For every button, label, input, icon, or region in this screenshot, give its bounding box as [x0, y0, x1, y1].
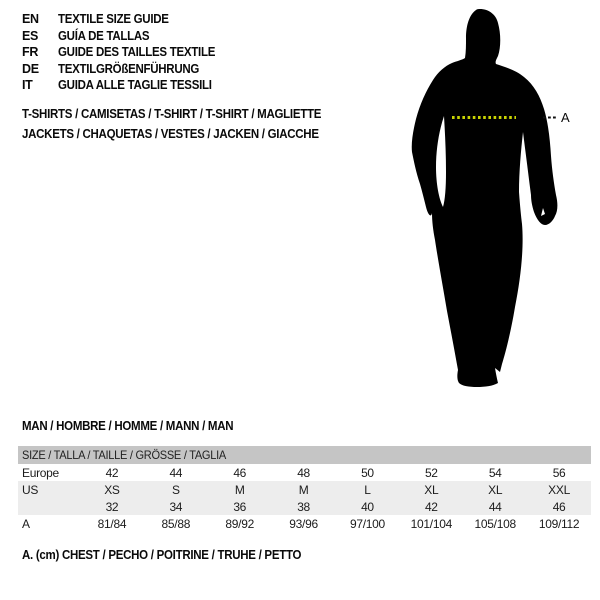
size-cell: 34	[169, 499, 183, 514]
size-cell: 50	[361, 465, 374, 480]
language-label: TEXTILGRÖßENFÜHRUNG	[58, 61, 200, 76]
language-label: GUIDA ALLE TAGLIE TESSILI	[58, 78, 212, 93]
size-cell: 46	[552, 499, 566, 514]
row-label: US	[22, 482, 39, 497]
size-cell: 32	[105, 499, 119, 514]
measure-label-a: A	[561, 110, 570, 125]
size-cell: M	[234, 482, 245, 497]
table-row-us-numeric	[18, 498, 591, 515]
size-cell: 44	[488, 499, 502, 514]
section-title-man: MAN / HOMBRE / HOMME / MANN / MAN	[22, 419, 234, 433]
language-label: GUÍA DE TALLAS	[58, 28, 150, 43]
size-cell: 44	[169, 465, 183, 480]
row-label	[18, 498, 80, 515]
language-row-de	[22, 61, 229, 78]
language-code: EN	[22, 12, 39, 26]
size-cell: XS	[104, 482, 120, 497]
size-cell: 101/104	[410, 516, 452, 531]
table-header: SIZE / TALLA / TAILLE / GRÖSSE / TAGLIA	[18, 446, 591, 464]
language-code: ES	[22, 28, 39, 43]
size-cell: 54	[488, 465, 502, 480]
table-header-row	[18, 446, 591, 464]
size-table	[18, 446, 591, 532]
language-row-en	[22, 11, 229, 28]
language-label: GUIDE DES TAILLES TEXTILE	[58, 45, 216, 60]
size-cell: 38	[297, 499, 310, 514]
size-cell: 105/108	[474, 516, 516, 531]
size-cell: 85/88	[161, 516, 191, 531]
language-code: IT	[22, 78, 33, 93]
size-cell: 56	[552, 465, 566, 480]
language-list	[22, 11, 229, 94]
size-cell: 52	[424, 465, 438, 480]
size-cell: L	[364, 482, 371, 497]
category-jackets: JACKETS / CHAQUETAS / VESTES / JACKEN / GIACCHE	[22, 127, 319, 141]
language-code: DE	[22, 61, 39, 76]
size-cell: 36	[233, 499, 247, 514]
size-cell: S	[171, 482, 180, 497]
table-row-europe	[18, 464, 591, 481]
size-cell: 93/96	[289, 516, 318, 531]
size-cell: 89/92	[225, 516, 254, 531]
man-silhouette	[412, 9, 558, 387]
size-cell: 48	[297, 465, 310, 480]
language-row-es	[22, 28, 229, 45]
footnote-chest: A. (cm) CHEST / PECHO / POITRINE / TRUHE / PETTO	[22, 548, 302, 562]
size-cell: 109/112	[538, 516, 580, 531]
garment-categories	[22, 104, 347, 144]
language-row-it	[22, 77, 229, 94]
size-cell: XXL	[548, 482, 570, 497]
category-tshirts: T-SHIRTS / CAMISETAS / T-SHIRT / T-SHIRT / MAGLIETTE	[22, 107, 322, 121]
size-cell: 81/84	[97, 516, 127, 531]
table-row-chest	[18, 515, 591, 532]
size-cell: 40	[361, 499, 374, 514]
size-cell: M	[298, 482, 309, 497]
size-cell: XL	[424, 482, 439, 497]
size-cell: 42	[105, 465, 119, 480]
size-cell: 46	[233, 465, 247, 480]
size-cell: 97/100	[349, 516, 385, 531]
row-label: Europe	[22, 465, 59, 480]
table-row-us	[18, 481, 591, 498]
row-label: A	[22, 516, 30, 531]
language-code: FR	[22, 45, 39, 60]
size-cell: 42	[424, 499, 438, 514]
language-row-fr	[22, 44, 229, 61]
language-label: TEXTILE SIZE GUIDE	[58, 12, 169, 26]
size-cell: XL	[488, 482, 503, 497]
